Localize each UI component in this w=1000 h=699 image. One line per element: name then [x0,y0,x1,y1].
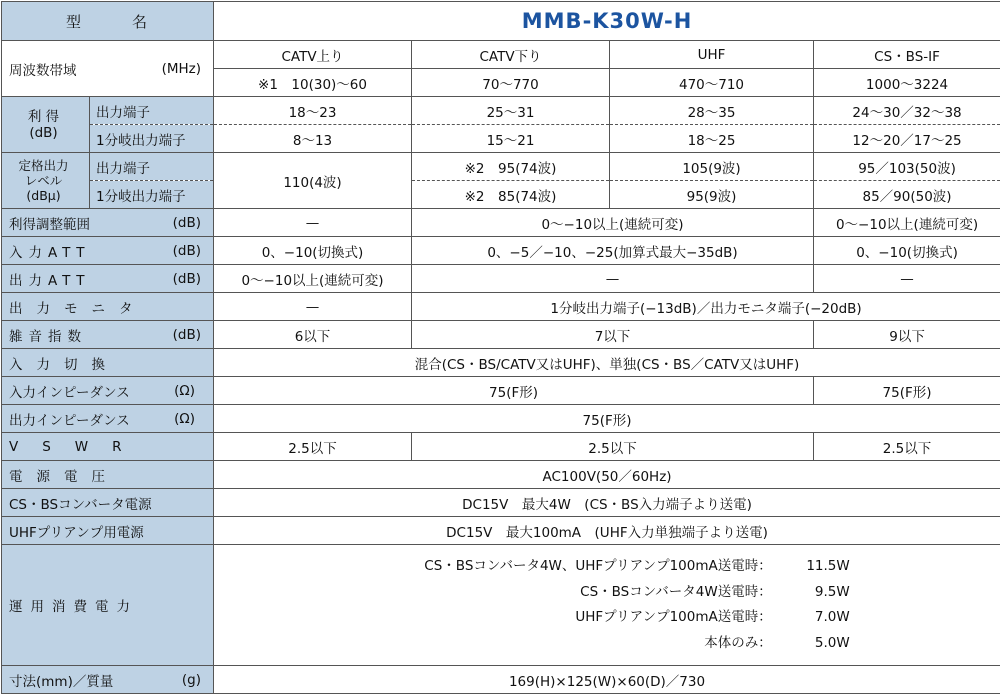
out-att-csbs: — [814,265,1000,293]
noise-mid: 7以下 [412,321,814,349]
gain-adj-mid: 0〜−10以上(連続可変) [412,209,814,237]
gain-branch-row [2,125,1000,153]
monitor-catv-up: — [214,293,412,321]
uhf-power-label: UHFプリアンプ用電源 [2,517,214,545]
gain-out-csbs: 24〜30／32〜38 [814,97,1000,125]
gain-adj-row [2,209,1000,237]
in-imp-csbs: 75(F形) [814,377,1000,405]
rated-branch-catv-down: ※2 85(74波) [412,181,610,209]
rated-out-csbs: 95／103(50波) [814,153,1000,181]
rated-out-sub: 出力端子 [90,153,214,181]
freq-csbs: 1000〜3224 [814,69,1000,97]
rated-branch-uhf: 95(9波) [610,181,814,209]
uhf-power-row [2,517,1000,545]
rated-out-uhf: 105(9波) [610,153,814,181]
out-imp-label: 出力インピーダンス (Ω) [2,405,214,433]
freq-uhf: 470〜710 [610,69,814,97]
monitor-row [2,293,1000,321]
dimensions-row [2,666,1000,694]
rated-out-row [2,153,1000,181]
out-imp-row [2,405,1000,433]
model-label: 型 名 [2,2,214,41]
freq-catv-down: 70〜770 [412,69,610,97]
csbs-power-label: CS・BSコンバータ電源 [2,489,214,517]
gain-adj-label: 利得調整範囲 (dB) [2,209,214,237]
col-csbs: CS・BS-IF [814,41,1000,69]
rated-catv-up: 110(4波) [214,153,412,209]
gain-branch-sub: 1分岐出力端子 [90,125,214,153]
spec-table [1,1,1000,694]
col-catv-up: CATV上り [214,41,412,69]
rated-branch-row [2,181,1000,209]
voltage-value: AC100V(50／60Hz) [214,461,1000,489]
noise-catv-up: 6以下 [214,321,412,349]
freq-label: 周波数帯域 (MHz) [2,41,214,97]
in-att-csbs: 0、−10(切換式) [814,237,1000,265]
out-att-row [2,265,1000,293]
vswr-mid: 2.5以下 [412,433,814,461]
out-att-mid: — [412,265,814,293]
in-att-row [2,237,1000,265]
vswr-label: VSWR [2,433,214,461]
voltage-label: 電源電圧 [2,461,214,489]
gain-out-sub: 出力端子 [90,97,214,125]
dimensions-label: 寸法(mm)／質量 (g) [2,666,214,694]
in-att-catv-up: 0、−10(切換式) [214,237,412,265]
in-imp-row [2,377,1000,405]
consumption-line: UHFプリアンプ100mA送電時： 7.0W [424,605,849,631]
monitor-rest: 1分岐出力端子(−13dB)／出力モニタ端子(−20dB) [412,293,1000,321]
gain-out-uhf: 28〜35 [610,97,814,125]
gain-branch-catv-down: 15〜21 [412,125,610,153]
consumption-row [2,545,1000,666]
noise-label: 雑音指数 (dB) [2,321,214,349]
gain-out-catv-down: 25〜31 [412,97,610,125]
gain-branch-catv-up: 8〜13 [214,125,412,153]
vswr-csbs: 2.5以下 [814,433,1000,461]
noise-csbs: 9以下 [814,321,1000,349]
gain-out-catv-up: 18〜23 [214,97,412,125]
header-row [2,2,1000,41]
gain-branch-csbs: 12〜20／17〜25 [814,125,1000,153]
csbs-power-value: DC15V 最大4W (CS・BS入力端子より送電) [214,489,1000,517]
gain-adj-catv-up: — [214,209,412,237]
gain-out-row [2,97,1000,125]
consumption-value [214,545,1000,666]
model-name: MMB-K30W-H [214,2,1000,41]
consumption-line: CS・BSコンバータ4W送電時： 9.5W [424,580,849,606]
csbs-power-row [2,489,1000,517]
freq-catv-up: ※1 10(30)〜60 [214,69,412,97]
gain-branch-uhf: 18〜25 [610,125,814,153]
in-att-mid: 0、−5／−10、−25(加算式最大−35dB) [412,237,814,265]
vswr-catv-up: 2.5以下 [214,433,412,461]
col-uhf: UHF [610,41,814,69]
out-att-catv-up: 0〜−10以上(連続可変) [214,265,412,293]
in-att-label: 入力ATT (dB) [2,237,214,265]
monitor-label: 出力モニタ [2,293,214,321]
consumption-line: CS・BSコンバータ4W、UHFプリアンプ100mA送電時： 11.5W [424,554,849,580]
input-switch-value: 混合(CS・BS/CATV又はUHF)、単独(CS・BS／CATV又はUHF) [214,349,1000,377]
consumption-label: 運用消費電力 [2,545,214,666]
dimensions-value: 169(H)×125(W)×60(D)／730 [214,666,1000,694]
gain-adj-csbs: 0〜−10以上(連続可変) [814,209,1000,237]
noise-row [2,321,1000,349]
rated-label: 定格出力 レベル (dBμ) [2,153,90,209]
vswr-row [2,433,1000,461]
voltage-row [2,461,1000,489]
in-imp-main: 75(F形) [214,377,814,405]
uhf-power-value: DC15V 最大100mA (UHF入力単独端子より送電) [214,517,1000,545]
out-imp-value: 75(F形) [214,405,1000,433]
rated-out-catv-down: ※2 95(74波) [412,153,610,181]
input-switch-row [2,349,1000,377]
rated-branch-csbs: 85／90(50波) [814,181,1000,209]
input-switch-label: 入力切換 [2,349,214,377]
consumption-line: 本体のみ： 5.0W [424,631,849,657]
in-imp-label: 入力インピーダンス (Ω) [2,377,214,405]
out-att-label: 出力ATT (dB) [2,265,214,293]
rated-branch-sub: 1分岐出力端子 [90,181,214,209]
column-header-row [2,41,1000,69]
col-catv-down: CATV下り [412,41,610,69]
gain-label: 利 得 (dB) [2,97,90,153]
